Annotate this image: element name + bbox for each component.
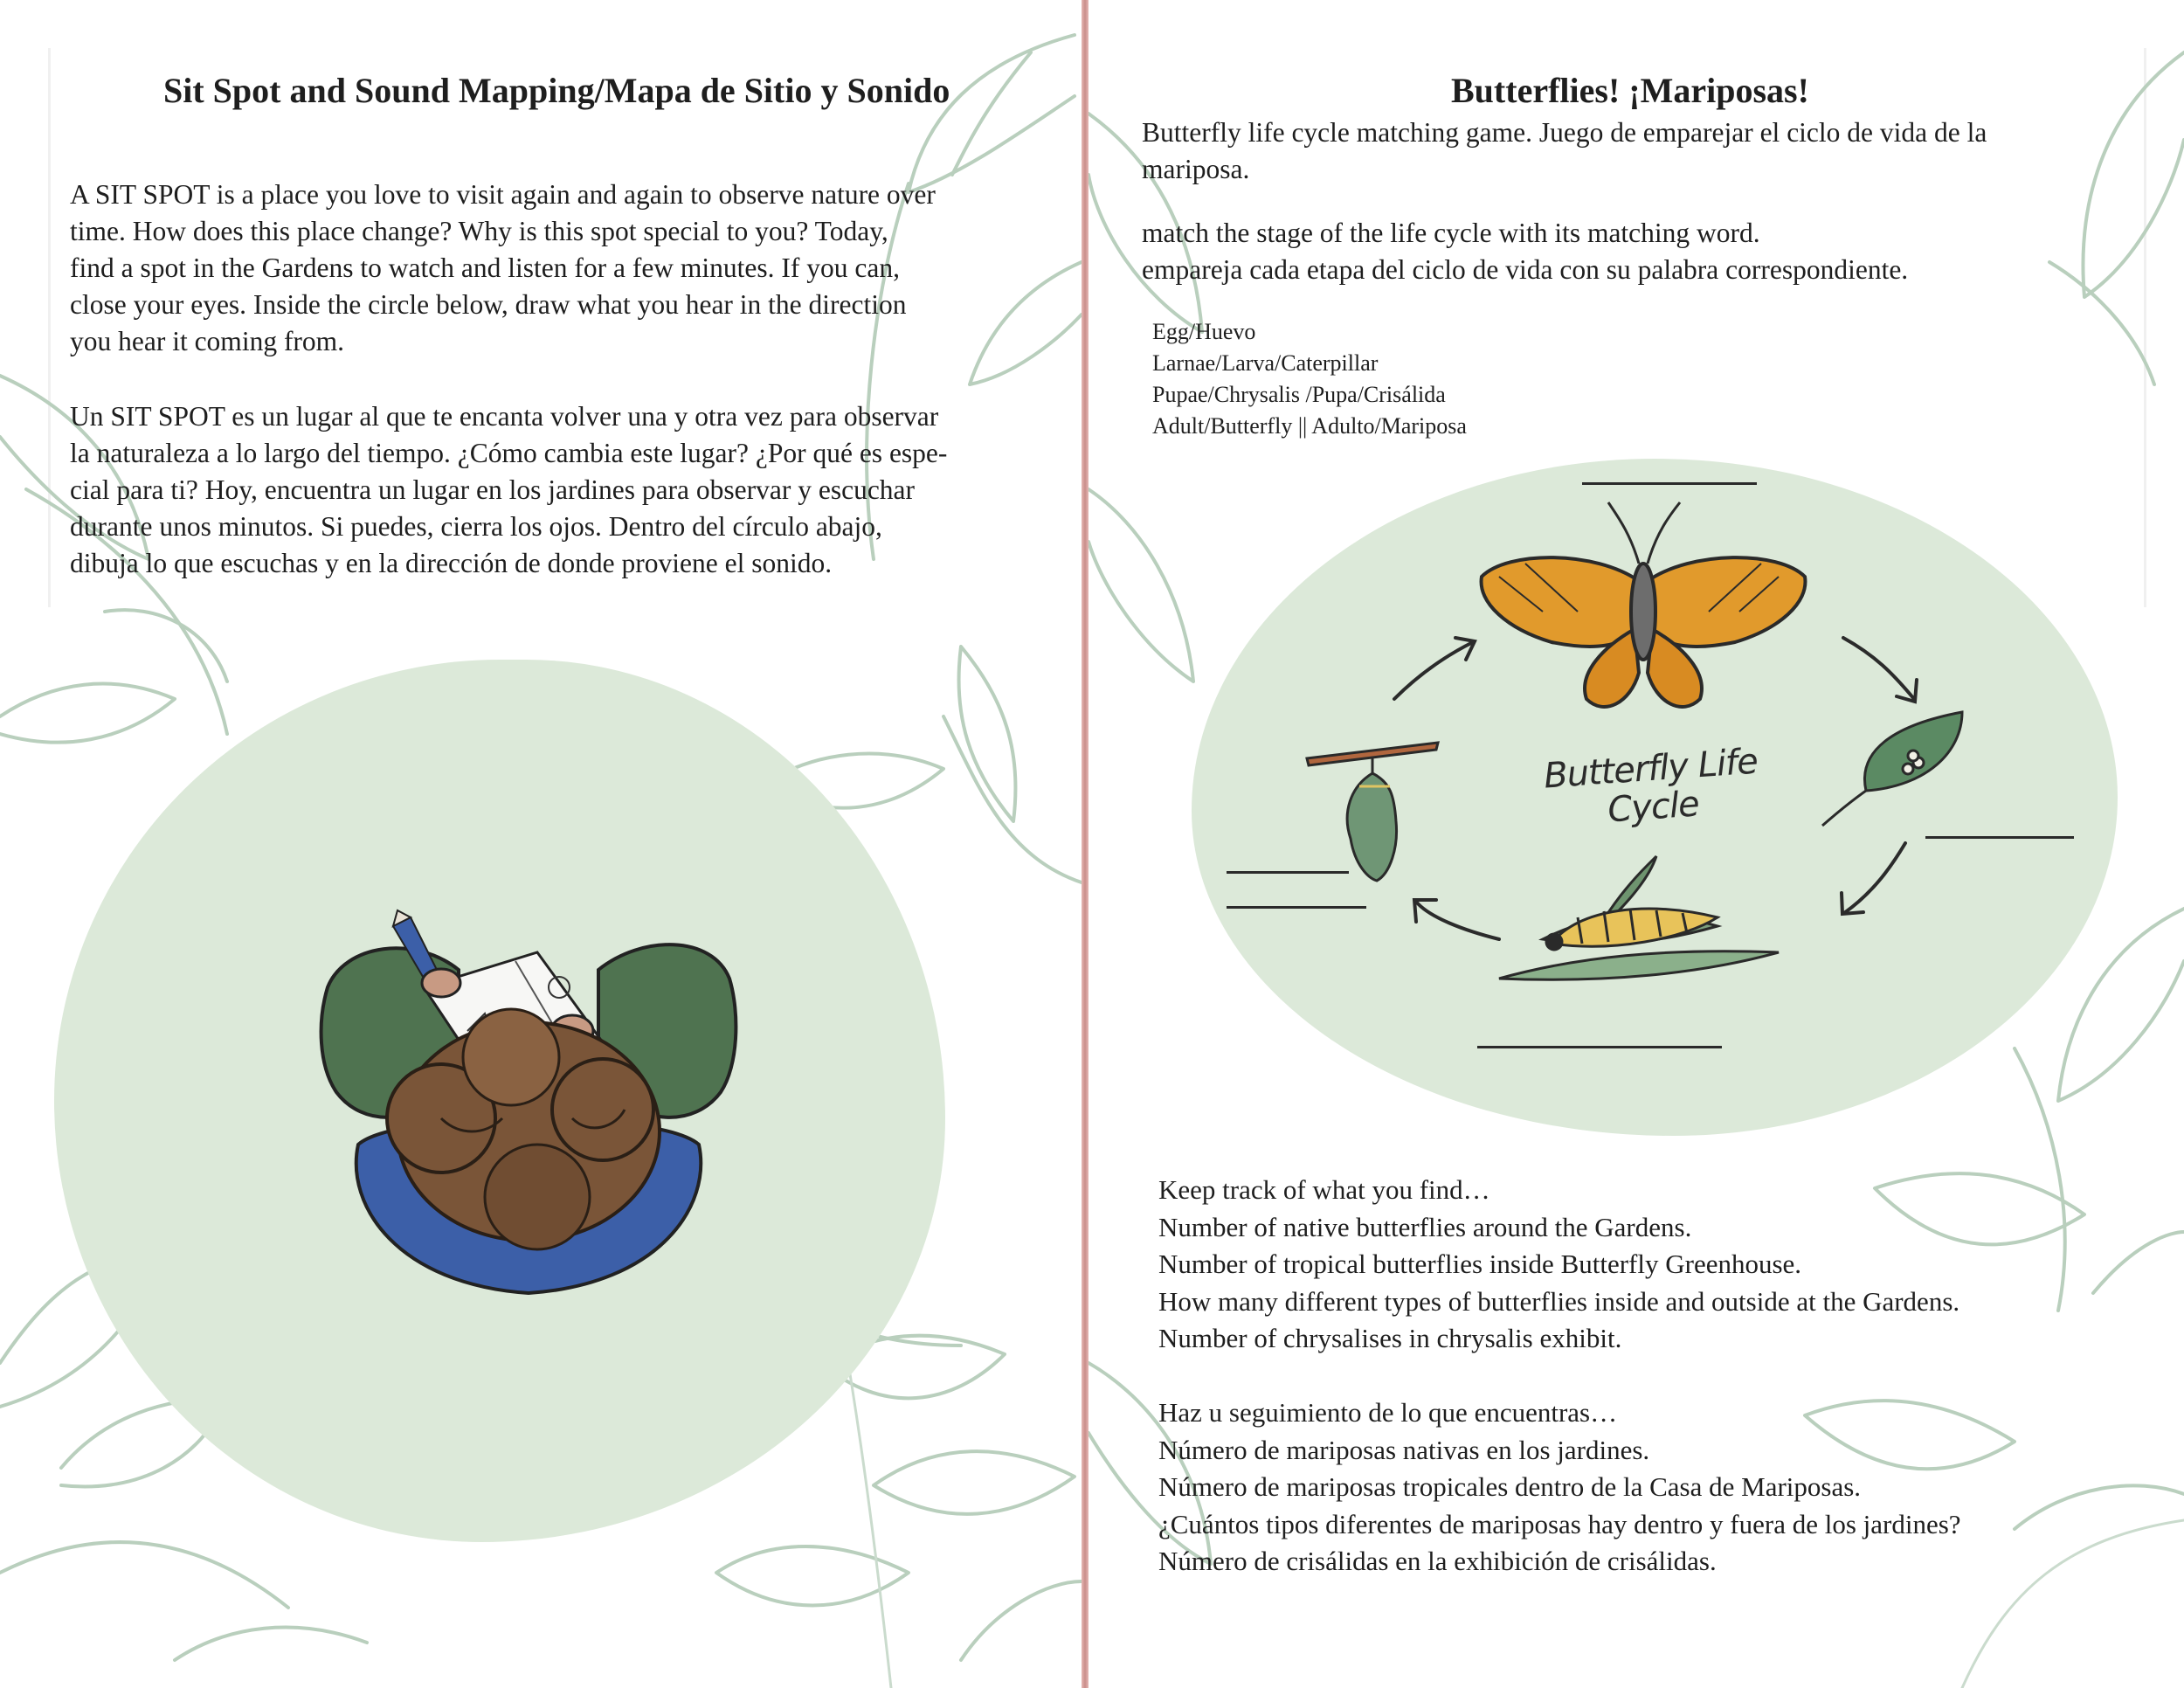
- word-bank-item: Adult/Butterfly || Adulto/Mariposa: [1152, 413, 1467, 439]
- arrow-caterpillar-to-chrysalis: [1416, 902, 1499, 939]
- list-item: Número de crisálidas en la exhibición de crisálidas.: [1158, 1546, 1717, 1576]
- list-item: Haz u seguimiento de lo que encuentras…: [1158, 1397, 1618, 1428]
- text-line: empareja cada etapa del ciclo de vida con su palabra correspondiente.: [1142, 254, 1909, 285]
- text-line: Un SIT SPOT es un lugar al que te encanta volver una y otra vez para observar: [70, 401, 939, 432]
- sheet-edge: [48, 48, 51, 607]
- text-line: find a spot in the Gardens to watch and listen for a few minutes. If you can,: [70, 253, 900, 283]
- list-item: Number of chrysalises in chrysalis exhibit.: [1158, 1323, 1622, 1353]
- butterfly-icon: [1482, 502, 1806, 707]
- text-line: match the stage of the life cycle with its matching word.: [1142, 218, 1760, 248]
- page-title-right: Butterflies! ¡Mariposas!: [1451, 71, 1809, 110]
- text-line: dibuja lo que escuchas y en la dirección de donde proviene el sonido.: [70, 548, 833, 578]
- egg-leaf-icon: [1822, 712, 1962, 826]
- word-bank-item: Egg/Huevo: [1152, 319, 1256, 344]
- book-spine: [1082, 0, 1089, 1688]
- word-bank-item: Pupae/Chrysalis /Pupa/Crisálida: [1152, 382, 1446, 407]
- list-item: Number of native butterflies around the Gardens.: [1158, 1211, 1692, 1242]
- list-item: Número de mariposas nativas en los jardines.: [1158, 1434, 1650, 1465]
- list-item: How many different types of butterflies inside and outside at the Gardens.: [1158, 1285, 1960, 1317]
- list-item: ¿Cuántos tipos diferentes de mariposas hay dentro y fuera de los jardines?: [1158, 1508, 1961, 1539]
- arrow-egg-to-caterpillar: [1844, 843, 1905, 913]
- right-page: [1089, 0, 2184, 1688]
- text-line: cial para ti? Hoy, encuentra un lugar en los jardines para observar y escuchar: [70, 474, 916, 505]
- text-line: durante unos minutos. Si puedes, cierra los ojos. Dentro del círculo abajo,: [70, 511, 882, 542]
- chrysalis-icon: [1307, 743, 1438, 881]
- text-line: la naturaleza a lo largo del tiempo. ¿Cómo cambia este lugar? ¿Por qué es espe-: [70, 438, 948, 468]
- list-item: Keep track of what you find…: [1158, 1174, 1490, 1205]
- text-line: close your eyes. Inside the circle below, draw what you hear in the direction: [70, 289, 907, 320]
- text-line: mariposa.: [1142, 154, 1250, 184]
- paragraph-spanish: [70, 398, 947, 582]
- track-list-english: [1158, 1172, 1959, 1358]
- text-line: Butterfly life cycle matching game. Juego de emparejar el ciclo de vida de la: [1142, 117, 1987, 148]
- left-page: [0, 0, 1082, 1688]
- text-line: A SIT SPOT is a place you love to visit again and again to observe nature over: [70, 179, 936, 210]
- diagram-label-line: Butterfly Life: [1542, 741, 1759, 797]
- person-sketching-illustration: [310, 909, 747, 1328]
- diagram-label-line: Cycle: [1606, 784, 1701, 831]
- page-title-left: Sit Spot and Sound Mapping/Mapa de Sitio y Sonido: [163, 71, 950, 110]
- arrow-chrysalis-to-butterfly: [1394, 642, 1473, 699]
- track-list-spanish: [1158, 1394, 1961, 1581]
- text-line: you hear it coming from.: [70, 326, 345, 356]
- word-bank-item: Larnae/Larva/Caterpillar: [1152, 350, 1379, 376]
- paragraph-english: [70, 176, 936, 360]
- arrow-butterfly-to-egg: [1843, 638, 1914, 699]
- list-item: Number of tropical butterflies inside Butterfly Greenhouse.: [1158, 1249, 1802, 1279]
- list-item: Número de mariposas tropicales dentro de la Casa de Mariposas.: [1158, 1471, 1862, 1502]
- text-line: time. How does this place change? Why is this spot special to you? Today,: [70, 216, 888, 246]
- caterpillar-icon: [1499, 856, 1779, 979]
